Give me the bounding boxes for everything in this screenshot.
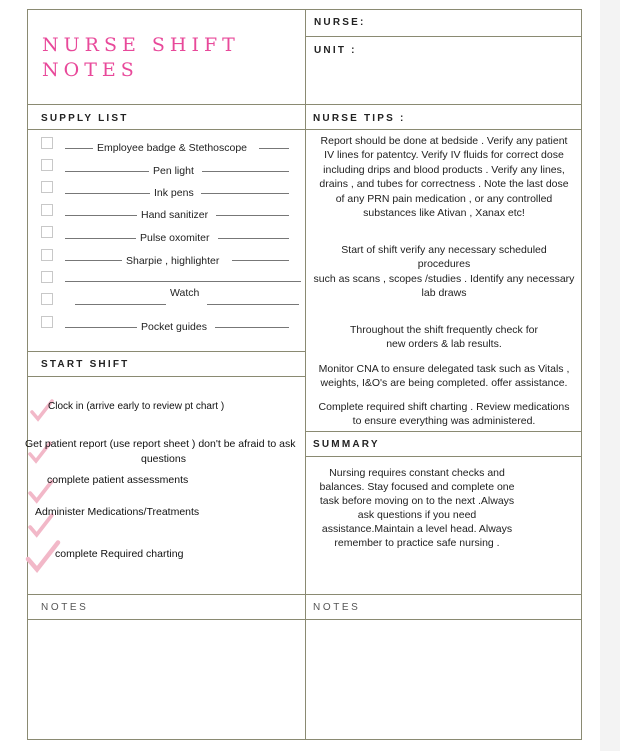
unit-field[interactable] <box>360 40 580 62</box>
tip3-line1: Throughout the shift frequently check for <box>350 324 538 336</box>
notes-left-area[interactable] <box>28 620 304 739</box>
supply-checkbox-7[interactable] <box>41 271 53 283</box>
summary-line1: Nursing requires constant checks and <box>329 467 505 479</box>
supply-checkbox-8[interactable] <box>41 293 53 305</box>
supply-checkbox-6[interactable] <box>41 249 53 261</box>
tip5-line1: Complete required shift charting . Review medications <box>318 401 570 413</box>
supply-checkbox-9[interactable] <box>41 316 53 328</box>
supply-rule-left-1 <box>65 148 93 149</box>
supply-item-4: Hand sanitizer <box>141 209 209 221</box>
notes-right-heading: NOTES <box>313 602 361 613</box>
tip-start-of-shift <box>306 243 582 301</box>
supply-list-heading: SUPPLY LIST <box>41 113 129 124</box>
supply-checkbox-1[interactable] <box>41 137 53 149</box>
tip1-line1: Report should be done at bedside . Verify any patient <box>320 135 568 147</box>
task-assessments: complete patient assessments <box>47 474 189 486</box>
tip5-line2: to ensure everything was administered. <box>352 415 536 428</box>
notes-right-area[interactable] <box>306 620 581 739</box>
summary-line6: remember to practice safe nursing . <box>334 537 500 549</box>
divider-start-shift <box>27 351 305 352</box>
task-clock-in: Clock in (arrive early to review pt chart ) <box>48 401 225 412</box>
divider-summary-heading <box>305 456 582 457</box>
summary-line3: task before moving on to the next .Always <box>319 495 515 507</box>
tip-throughout-shift <box>306 323 582 352</box>
supply-rule-right-7 <box>207 304 299 305</box>
unit-label: UNIT : <box>314 45 357 56</box>
divider-start-shift-heading <box>27 376 305 377</box>
supply-rule-right-3 <box>201 193 289 194</box>
supply-rule-left-8 <box>65 327 137 328</box>
nurse-label: NURSE: <box>314 17 366 28</box>
summary-line2: balances. Stay focused and complete one <box>319 481 515 493</box>
supply-item-7: Watch <box>170 287 200 299</box>
divider-notes <box>27 594 582 595</box>
supply-item-1: Employee badge & Stethoscope <box>97 142 248 154</box>
supply-item-8: Pocket guides <box>141 321 207 333</box>
tip4-line2: weights, I&O's are being completed. offer assistance. <box>320 377 568 390</box>
supply-rule-right-6 <box>232 260 289 261</box>
tip1-line5: of any PRN pain medication , or any controlled <box>335 192 553 205</box>
supply-item-2: Pen light <box>153 165 194 177</box>
tip1-line6: substances like Ativan , Xanax etc! <box>363 207 525 220</box>
summary-line5: assistance.Maintain a level head. Always <box>321 523 513 535</box>
task-medications: Administer Medications/Treatments <box>35 506 200 518</box>
tip4-line1: Monitor CNA to ensure delegated task such as Vitals , <box>318 363 570 375</box>
tip1-line4: drains , and tubes for correctness . Note the last dose <box>319 178 569 191</box>
nurse-field[interactable] <box>360 12 580 34</box>
summary-text <box>304 466 530 550</box>
page-title-line2: NOTES <box>42 59 139 81</box>
task-patient-report-cont: questions <box>141 453 186 465</box>
supply-rule-left-6 <box>65 260 122 261</box>
tip2-line4: lab draws <box>421 287 467 300</box>
tip1-line3: including drips and blood products . Verify any lines, <box>323 163 565 176</box>
page-edge <box>600 0 620 751</box>
divider-tips-heading <box>305 129 582 130</box>
nurse-tips-heading: NURSE TIPS : <box>313 113 406 124</box>
supply-checkbox-5[interactable] <box>41 226 53 238</box>
tip2-line2: procedures <box>417 258 471 271</box>
tip-monitor-cna <box>306 362 582 391</box>
tip2-line1: Start of shift verify any necessary scheduled <box>341 244 547 256</box>
supply-rule-right-8 <box>215 327 289 328</box>
page-title-line1: NURSE SHIFT <box>42 34 240 56</box>
supply-item-3: Ink pens <box>154 187 194 199</box>
supply-checkbox-2[interactable] <box>41 159 53 171</box>
supply-checkbox-4[interactable] <box>41 204 53 216</box>
supply-rule-left-5 <box>65 238 136 239</box>
supply-checkbox-3[interactable] <box>41 181 53 193</box>
supply-item-5: Pulse oxomiter <box>140 232 210 244</box>
supply-rule-left-2 <box>65 171 149 172</box>
supply-rule-left-3 <box>65 193 150 194</box>
summary-heading: SUMMARY <box>313 439 380 450</box>
supply-rule-top-7 <box>65 281 301 282</box>
tip-complete-charting <box>306 400 582 429</box>
supply-rule-right-1 <box>259 148 289 149</box>
summary-line4: ask questions if you need <box>357 509 477 521</box>
task-charting: complete Required charting <box>55 548 184 560</box>
supply-item-6: Sharpie , highlighter <box>126 255 220 267</box>
tip1-line2: IV lines for patentcy. Verify IV fluids for correct dose <box>324 149 564 162</box>
divider-nurse-unit <box>305 36 582 37</box>
supply-rule-right-2 <box>202 171 289 172</box>
supply-rule-right-5 <box>218 238 289 239</box>
page-title <box>42 33 240 83</box>
divider-header <box>27 104 582 105</box>
start-shift-heading: START SHIFT <box>41 359 130 370</box>
divider-supply-heading <box>27 129 305 130</box>
tip-report-at-bedside <box>306 134 582 220</box>
tip3-line2: new orders & lab results. <box>386 338 502 351</box>
supply-rule-left-4 <box>65 215 137 216</box>
divider-summary <box>305 431 582 432</box>
tip2-line3: such as scans , scopes /studies . Identify any necessary <box>313 272 575 285</box>
notes-left-heading: NOTES <box>41 602 89 613</box>
supply-rule-left-7 <box>75 304 166 305</box>
task-patient-report: Get patient report (use report sheet ) don't be afraid to ask <box>25 438 296 450</box>
supply-rule-right-4 <box>216 215 289 216</box>
